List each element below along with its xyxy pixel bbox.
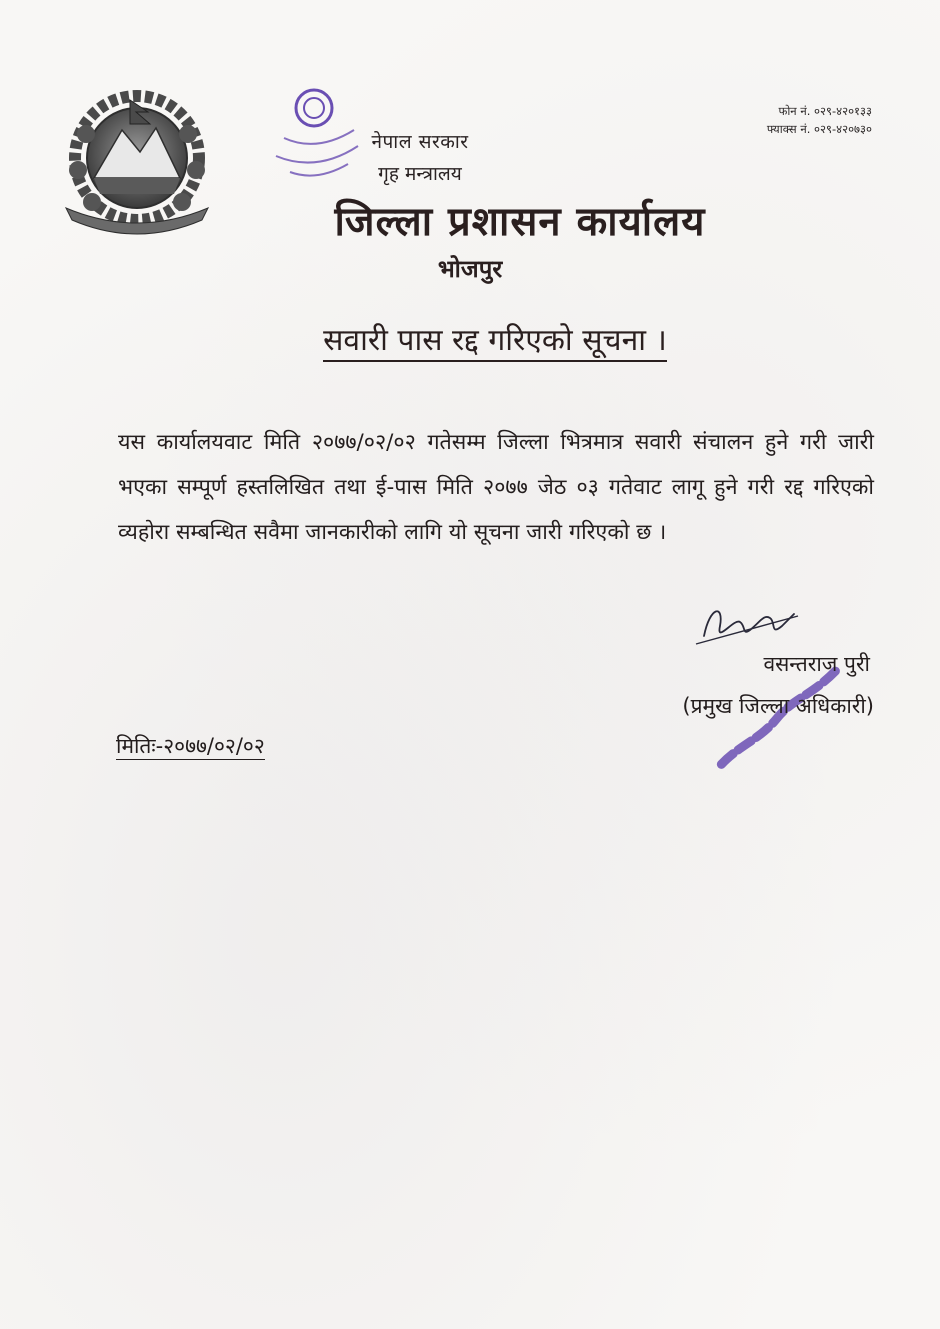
- district-name: भोजपुर: [437, 255, 503, 283]
- nepal-emblem-icon: [52, 90, 222, 240]
- signatory-title: (प्रमुख जिल्ला अधिकारी): [682, 694, 874, 718]
- notice-title-text: सवारी पास रद्द गरिएको सूचना ।: [323, 323, 667, 362]
- notice-date-text: मितिः-२०७७/०२/०२: [116, 734, 265, 758]
- notice-date: [116, 732, 436, 760]
- government-name: नेपाल सरकार: [371, 131, 469, 153]
- office-name: जिल्ला प्रशासन कार्यालय: [334, 199, 706, 245]
- fax-number: फ्याक्स नं. ०२९-४२०७३०: [766, 122, 872, 136]
- notice-title: [250, 318, 740, 359]
- contact-info: [672, 102, 872, 138]
- phone-number: फोन नं. ०२९-४२०१३३: [778, 104, 872, 118]
- signatory-name: वसन्तराज पुरी: [763, 652, 870, 676]
- ministry-name: गृह मन्त्रालय: [378, 163, 462, 185]
- notice-body: यस कार्यालयवाट मिति २०७७/०२/०२ गतेसम्म जिल्ला भित्रमात्र सवारी संचालन हुने गरी जारी भएका सम्पूर्ण हस्तलिखित तथा ई-पास मिति २०७७ जेठ ०३ गतेवाट लागू हुने गरी रद्द गरिएको व्यहोरा सम्बन्धित सवैमा जानकारीको लागि यो सूचना जारी गरिएको छ ।: [118, 430, 874, 545]
